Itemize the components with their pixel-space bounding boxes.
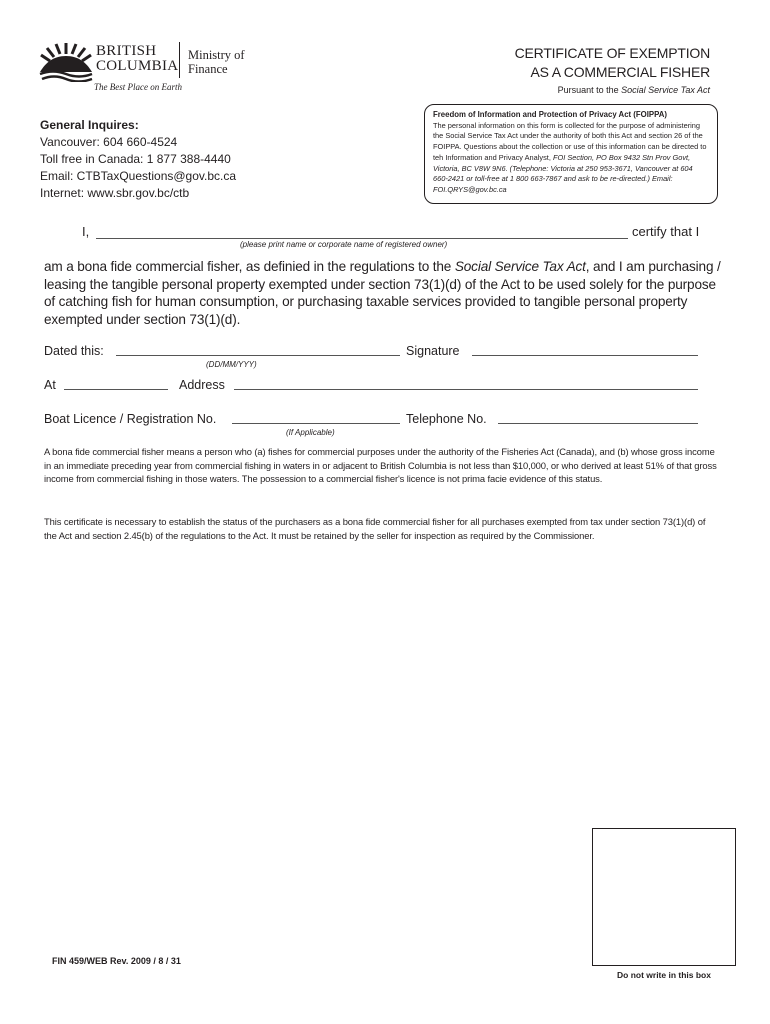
title-subtitle — [515, 83, 710, 97]
logo-wordmark — [96, 44, 178, 74]
certify-i-label: I, — [82, 224, 90, 239]
ministry-name — [188, 48, 245, 76]
inquiries-tollfree: Toll free in Canada: 1 877 388-4440 — [40, 152, 231, 166]
inquiries-internet: Internet: www.sbr.gov.bc/ctb — [40, 186, 190, 200]
certify-that-label: certify that I — [632, 224, 700, 239]
statement-part-1: am a bona fide commercial fisher, as definied in the regulations to the — [44, 259, 455, 274]
inquiries-vancouver: Vancouver: 604 660-4524 — [40, 135, 178, 149]
boat-licence-hint: (If Applicable) — [286, 428, 335, 437]
signature-input-line[interactable] — [472, 355, 698, 356]
foippa-contact: FOI Section, PO Box 9432 Stn Prov Govt, Victoria, BC V8W 9N6. (Telephone: Victoria at 250 953-3671, Vancouver at 604 660-2421 or toll-free at 1 800 663-7867 and ask to be re-directed.) Email: FOI.QRYS@gov.bc.ca — [433, 152, 693, 194]
name-hint: (please print name or corporate name of registered owner) — [240, 240, 448, 249]
general-inquiries — [40, 117, 236, 202]
certification-statement — [44, 258, 724, 328]
form-revision-id: FIN 459/WEB Rev. 2009 / 8 / 31 — [52, 956, 181, 966]
office-use-caption: Do not write in this box — [617, 970, 711, 980]
office-use-box — [592, 828, 736, 966]
telephone-input-line[interactable] — [498, 423, 698, 424]
boat-licence-label: Boat Licence / Registration No. — [44, 412, 217, 426]
form-title — [515, 44, 710, 97]
bc-sun-icon — [38, 42, 94, 82]
logo-line-british: BRITISH — [96, 43, 157, 59]
dated-label: Dated this: — [44, 344, 104, 358]
location-input-line[interactable] — [64, 389, 168, 390]
inquiries-heading: General Inquires: — [40, 118, 139, 132]
foippa-body: The personal information on this form is collected for the purpose of administering the Social Service Tax Act under the authority of both this Act and section 26 of the FOIPPA. Questions about the collection or use of this information can be directed to teh Information and Privacy Analyst, — [433, 120, 707, 162]
name-input-line[interactable] — [96, 238, 628, 239]
ministry-line-1: Ministry of — [188, 48, 245, 62]
boat-licence-input-line[interactable] — [232, 423, 400, 424]
ministry-line-2: Finance — [188, 62, 228, 76]
definition-paragraph: A bona fide commercial fisher means a person who (a) fishes for commercial purposes under the authority of the Fisheries Act (Canada), and (b) whose gross income in an immediate preceding year from commercial fishing in waters in or adjacent to British Columbia is not less than $10,000, or who derived at least 51% of that gross income from commercial fishing in those waters. The possession to a commercial fisher's licence is not prima facie evidence of this status. — [44, 446, 717, 485]
title-line-2: AS A COMMERCIAL FISHER — [530, 64, 710, 80]
address-input-line[interactable] — [234, 389, 698, 390]
statement-act: Social Service Tax Act — [454, 259, 586, 274]
title-line-1: CERTIFICATE OF EXEMPTION — [514, 45, 710, 61]
foippa-heading: Freedom of Information and Protection of Privacy Act (FOIPPA) — [433, 110, 667, 119]
statement-part-2: , and I am purchasing / leasing the tangible personal property exempted under section 73(1)(d) of the Act to be used solely for the purpose of catching fish for human consumption, or purchasing taxable services provided to tangible personal property exempted under section 73(1)(d). — [44, 259, 721, 327]
bc-government-logo — [38, 38, 258, 98]
logo-tagline: The Best Place on Earth — [94, 82, 182, 92]
subtitle-prefix: Pursuant to the — [557, 85, 622, 95]
logo-line-columbia: COLUMBIA — [96, 58, 179, 74]
at-label: At — [44, 378, 56, 392]
certify-row — [70, 224, 710, 254]
telephone-label: Telephone No. — [406, 412, 487, 426]
subtitle-act: Social Service Tax Act — [621, 85, 710, 95]
logo-divider — [179, 42, 180, 78]
date-format-hint: (DD/MM/YYY) — [206, 360, 257, 369]
retention-paragraph: This certificate is necessary to establish the status of the purchasers as a bona fide commercial fisher for all purchases exempted from tax under section 73(1)(d) of the Act and section 2.45(b) of the regulations to the Act. It must be retained by the seller for inspection as required by the Commissioner. — [44, 516, 706, 541]
inquiries-email: Email: CTBTaxQuestions@gov.bc.ca — [40, 169, 237, 183]
signature-label: Signature — [406, 344, 460, 358]
date-input-line[interactable] — [116, 355, 400, 356]
foippa-notice — [424, 104, 718, 204]
address-label: Address — [179, 378, 225, 392]
